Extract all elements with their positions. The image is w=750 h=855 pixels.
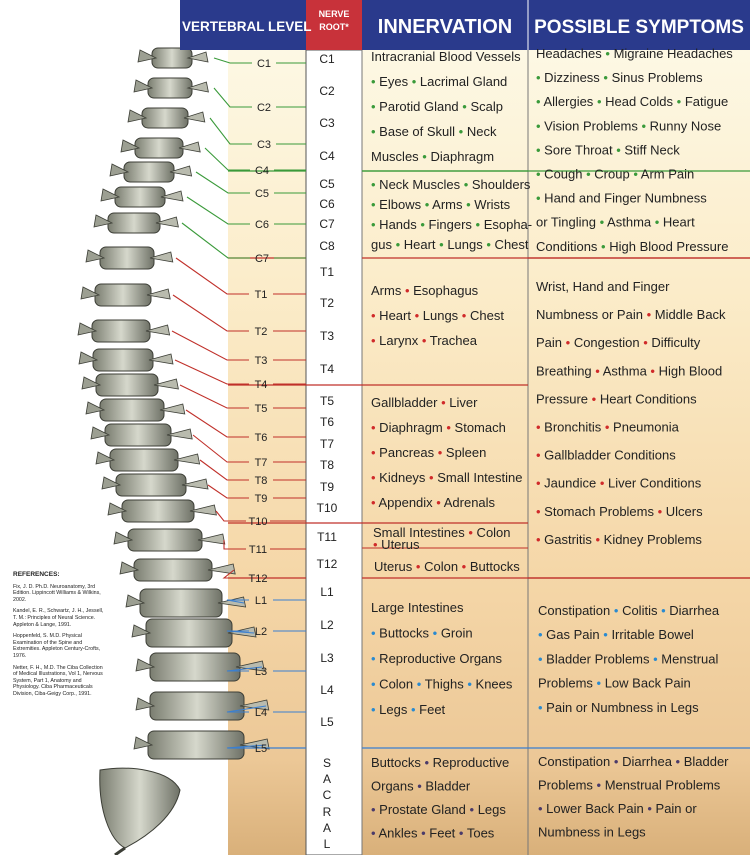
vertebral-level-label: C7 xyxy=(254,253,270,265)
nerve-root-label: L1 xyxy=(320,585,334,599)
vertebral-level-label: T7 xyxy=(254,457,268,469)
vertebral-level-label: L5 xyxy=(254,743,268,755)
symptom-line: • Hand and Finger Numbness xyxy=(536,190,707,206)
innervation-line: Muscles • Diaphragm xyxy=(371,149,495,164)
vertebra-body xyxy=(128,529,202,551)
innervation-line: Organs • Bladder xyxy=(371,778,471,794)
innervation-line: gus • Heart • Lungs • Chest xyxy=(371,237,529,252)
nerve-root-label: T1 xyxy=(319,265,335,279)
innervation-line: • Reproductive Organs xyxy=(371,651,503,666)
nerve-root-label: A xyxy=(322,772,332,786)
vertebra-body xyxy=(142,108,188,128)
symptom-line: • Bronchitis • Pneumonia xyxy=(536,419,679,435)
innervation-line: Large Intestines xyxy=(371,600,464,615)
innervation-line: Uterus • Colon • Buttocks xyxy=(374,559,520,574)
symptom-line: Problems • Menstrual Problems xyxy=(538,777,721,793)
symptom-line: • Pain or Numbness in Legs xyxy=(538,699,699,715)
vertebral-level-header: VERTEBRAL LEVEL xyxy=(182,19,312,34)
vertebra-body xyxy=(135,138,183,158)
nerve-root-label: C7 xyxy=(319,217,335,231)
vertebral-level-label: T6 xyxy=(254,432,268,444)
vertebral-level-label: C6 xyxy=(254,219,270,231)
references-title: REFERENCES: xyxy=(13,571,60,578)
nerve-root-label: C xyxy=(322,788,332,802)
vertebra-body xyxy=(96,374,158,396)
innervation-line: • Colon • Thighs • Knees xyxy=(371,676,513,692)
vertebral-level-label: T3 xyxy=(254,355,268,367)
innervation-line: • Hands • Fingers • Esopha- xyxy=(371,217,533,232)
vertebra-body xyxy=(140,589,222,617)
reference-item: Fix, J. D. Ph.D. Neuroanatomy, 3rd Edition. Lippincott Williams & Wilkins, 2002. xyxy=(13,583,101,603)
nerve-root-label: C6 xyxy=(319,197,335,211)
symptom-line: • Gallbladder Conditions xyxy=(536,447,676,463)
symptom-line: Constipation • Diarrhea • Bladder xyxy=(538,754,729,769)
nerve-root-label: T11 xyxy=(317,530,337,544)
vertebral-level-label: L2 xyxy=(254,626,268,638)
symptom-line: Pain • Congestion • Difficulty xyxy=(536,335,701,351)
vertebra-body xyxy=(92,320,150,342)
vertebra-body xyxy=(150,653,240,681)
symptoms-header: POSSIBLE SYMPTOMS xyxy=(534,17,744,38)
innervation-line: Intracranial Blood Vessels xyxy=(371,49,521,64)
nerve-root-label: T7 xyxy=(319,437,335,451)
innervation-line: Buttocks • Reproductive xyxy=(371,755,510,770)
nerve-root-label: C4 xyxy=(319,149,335,163)
vertebral-level-label: C4 xyxy=(254,165,270,177)
vertebra-body xyxy=(105,424,171,446)
nerve-root-label: T6 xyxy=(319,415,335,429)
nerve-root-label: R xyxy=(322,805,332,819)
nerve-root-label: C5 xyxy=(319,177,335,191)
vertebral-level-label: T12 xyxy=(248,573,268,585)
symptom-line: • Dizziness • Sinus Problems xyxy=(536,70,703,86)
innervation-line: • Diaphragm • Stomach xyxy=(371,420,506,435)
innervation-line: Gallbladder • Liver xyxy=(371,395,478,410)
symptom-line: • Vision Problems • Runny Nose xyxy=(536,118,722,134)
nerve-root-label: T8 xyxy=(319,458,335,472)
vertebra-body xyxy=(100,399,164,421)
vertebra-body xyxy=(150,692,244,720)
symptom-line: Breathing • Asthma • High Blood xyxy=(536,363,723,379)
vertebral-level-label: C3 xyxy=(256,139,272,151)
vertebra-body xyxy=(100,247,154,269)
vertebra-body xyxy=(116,474,186,496)
vertebra-body xyxy=(122,500,194,522)
symptom-line: Numbness in Legs xyxy=(538,824,646,840)
innervation-line: • Heart • Lungs • Chest xyxy=(371,308,504,323)
header-bar xyxy=(180,0,750,50)
nerve-root-label: S xyxy=(322,756,332,770)
nerve-root-column xyxy=(306,50,362,855)
vertebra-body xyxy=(108,213,160,233)
vertebral-level-label: T10 xyxy=(248,516,268,528)
symptom-line: • Stomach Problems • Ulcers xyxy=(536,503,703,519)
vertebral-level-label: T9 xyxy=(254,493,268,505)
nerve-root-label: A xyxy=(322,821,332,835)
reference-item: Hoppenfeld, S. M.D. Physical Examination of the Spine and Extremities. Appleton Century-Crofts, 1976. xyxy=(13,633,101,659)
innervation-line: • Prostate Gland • Legs xyxy=(371,802,506,817)
symptom-line: Wrist, Hand and Finger xyxy=(536,279,670,294)
innervation-line: • Larynx • Trachea xyxy=(371,333,477,348)
vertebral-level-label: T11 xyxy=(248,544,268,556)
symptom-line: Conditions • High Blood Pressure xyxy=(536,238,729,254)
sacrum xyxy=(100,768,180,848)
innervation-line: • Buttocks • Groin xyxy=(371,625,473,641)
vertebra-body xyxy=(148,78,192,98)
nerve-root-header-2: ROOT* xyxy=(319,22,349,32)
symptom-line: • Gas Pain • Irritable Bowel xyxy=(538,627,694,643)
nerve-root-label: T9 xyxy=(319,480,335,494)
nerve-root-label: C1 xyxy=(319,52,335,66)
vertebra-body xyxy=(124,162,174,182)
innervation-line: • Pancreas • Spleen xyxy=(371,445,487,460)
vertebral-level-label: T4 xyxy=(254,379,268,391)
innervation-line: • Ankles • Feet • Toes xyxy=(371,825,495,841)
vertebral-level-label: L4 xyxy=(254,707,268,719)
vertebral-level-label: T1 xyxy=(254,289,268,301)
vertebral-level-label: C1 xyxy=(256,58,272,70)
symptom-line: • Lower Back Pain • Pain or xyxy=(538,801,697,816)
nerve-root-label: L xyxy=(323,837,331,851)
nerve-root-label: T12 xyxy=(316,557,338,571)
nerve-root-label: T3 xyxy=(319,329,335,343)
innervation-line: • Elbows • Arms • Wrists xyxy=(371,197,511,212)
vertebral-level-label: C2 xyxy=(256,102,272,114)
symptom-line: • Allergies • Head Colds • Fatigue xyxy=(536,94,729,110)
symptom-line: Pressure • Heart Conditions xyxy=(536,391,697,407)
vertebra-body xyxy=(152,48,192,68)
vertebral-level-label: L1 xyxy=(254,595,268,607)
innervation-line: • Eyes • Lacrimal Gland xyxy=(371,74,508,89)
vertebral-level-label: L3 xyxy=(254,666,268,678)
vertebral-level-label: C5 xyxy=(254,188,270,200)
nerve-root-label: L2 xyxy=(320,618,334,632)
vertebral-level-label: T8 xyxy=(254,475,268,487)
coccyx xyxy=(115,848,125,855)
innervation-line: • Legs • Feet xyxy=(371,702,446,717)
symptom-line: • Cough • Croup • Arm Pain xyxy=(536,166,695,182)
vertebra-body xyxy=(95,284,151,306)
vertebra-body xyxy=(115,187,165,207)
nerve-root-label: T4 xyxy=(319,362,335,376)
nerve-root-label: L4 xyxy=(320,683,334,697)
vertebra-body xyxy=(93,349,153,371)
nerve-root-label: C8 xyxy=(319,239,335,253)
symptom-line: Numbness or Pain • Middle Back xyxy=(536,307,726,323)
symptom-line: or Tingling • Asthma • Heart xyxy=(536,214,695,230)
vertebra-body xyxy=(110,449,178,471)
symptom-line: • Sore Throat • Stiff Neck xyxy=(536,142,680,158)
reference-item: Kandel, E. R., Schwartz, J. H., Jessell, T. M.: Principles of Neural Science. Appleton & Lange, 1991. xyxy=(13,608,104,628)
symptom-line: Problems • Low Back Pain xyxy=(538,675,691,691)
nerve-root-label: T2 xyxy=(319,296,335,310)
nerve-root-label: C2 xyxy=(319,84,335,98)
innervation-line: • Kidneys • Small Intestine xyxy=(371,470,523,485)
innervation-line: • Neck Muscles • Shoulders xyxy=(371,177,531,192)
references xyxy=(13,572,105,703)
innervation-line: • Uterus xyxy=(373,537,420,552)
innervation-line: • Base of Skull • Neck xyxy=(371,124,497,139)
symptom-line: Headaches • Migraine Headaches xyxy=(536,46,733,61)
vertebra-body xyxy=(148,731,244,759)
nerve-root-header-1: NERVE xyxy=(318,9,350,19)
vertebral-level-label: T2 xyxy=(254,326,268,338)
vertebral-level-label: T5 xyxy=(254,403,268,415)
nerve-root-label: T5 xyxy=(319,394,335,408)
innervation-line: • Parotid Gland • Scalp xyxy=(371,99,503,114)
nerve-root-label: T10 xyxy=(316,501,338,515)
nerve-root-label: L3 xyxy=(320,651,334,665)
symptom-line: • Bladder Problems • Menstrual xyxy=(538,651,719,667)
vertebra-body xyxy=(146,619,232,647)
reference-item: Netter, F. H., M.D. The Ciba Collection of Medical Illustrations, Vol 1, Nervous System, Part 1, Anatomy and Physiology. Ciba Pharmaceuticals Division, Ciba-Geigy Corp., 1991. xyxy=(13,664,103,697)
innervation-line: Small Intestines • Colon xyxy=(373,525,511,540)
symptom-line: • Gastritis • Kidney Problems xyxy=(536,531,702,547)
innervation-header: INNERVATION xyxy=(377,16,513,38)
nerve-root-label: C3 xyxy=(319,116,335,130)
innervation-line: Arms • Esophagus xyxy=(371,283,479,298)
symptom-line: • Jaundice • Liver Conditions xyxy=(536,475,702,491)
symptom-line: Constipation • Colitis • Diarrhea xyxy=(538,603,720,618)
nerve-root-label: L5 xyxy=(320,715,334,729)
vertebra-body xyxy=(134,559,212,581)
innervation-line: • Appendix • Adrenals xyxy=(371,495,496,510)
